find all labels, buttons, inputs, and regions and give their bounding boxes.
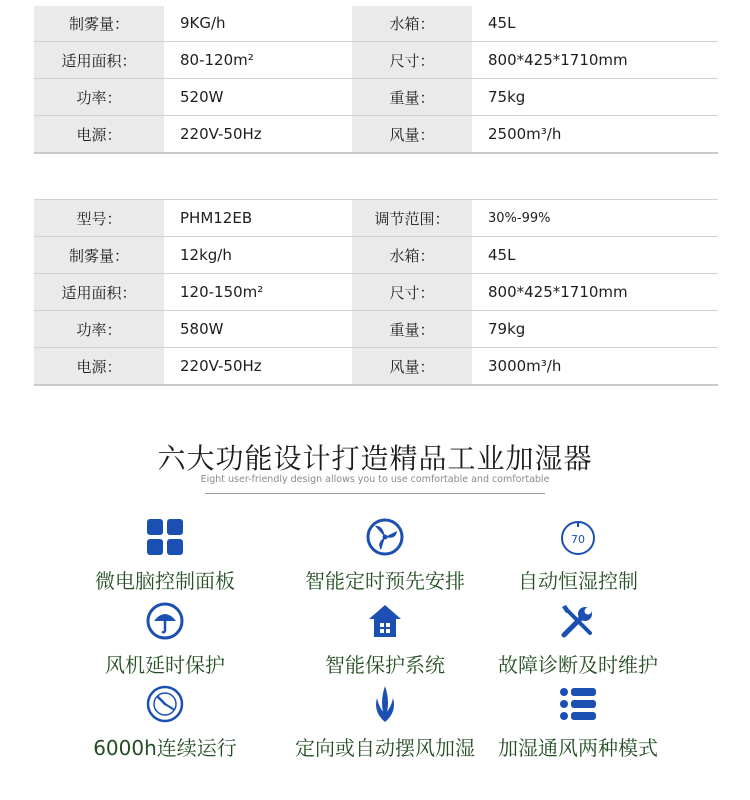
- feature-item: [55, 517, 275, 594]
- spec-label: 功率：: [34, 311, 164, 348]
- spec-label: 调节范围：: [352, 200, 472, 237]
- spec-label: 适用面积：: [34, 42, 164, 79]
- spec-label: 适用面积：: [34, 274, 164, 311]
- feature-label: 微电脑控制面板: [95, 569, 235, 593]
- top-crop-edge: [34, 0, 718, 6]
- table-row: [34, 311, 718, 348]
- tools-icon: [558, 601, 598, 641]
- spec-label: 风量：: [352, 348, 472, 386]
- spec-label: 重量：: [352, 79, 472, 116]
- spec-value: 800*425*1710mm: [472, 274, 718, 311]
- feature-item: [468, 601, 688, 678]
- spec-value: 3000m³/h: [472, 348, 718, 386]
- table-row: [34, 116, 718, 154]
- feature-item: [275, 684, 495, 761]
- spec-table-2: [34, 199, 718, 386]
- feature-label: 6000h连续运行: [93, 736, 237, 760]
- section-title: 六大功能设计打造精品工业加湿器: [157, 442, 593, 475]
- table-row: [34, 5, 718, 42]
- leaf-icon: [365, 684, 405, 724]
- spec-value: 520W: [164, 79, 348, 116]
- spec-value: 800*425*1710mm: [472, 42, 718, 79]
- spec-label: 风量：: [352, 116, 472, 154]
- feature-item: [55, 601, 275, 678]
- spec-label: 制雾量：: [34, 237, 164, 274]
- feature-item: [468, 517, 688, 594]
- grid-panel-icon: [145, 517, 185, 557]
- dial-value: 70: [571, 533, 585, 546]
- feature-label: 故障诊断及时维护: [498, 653, 658, 677]
- spec-value: 220V-50Hz: [164, 348, 348, 386]
- feature-item: [275, 601, 495, 678]
- spec-label: 水箱：: [352, 237, 472, 274]
- fan-timer-icon: [365, 517, 405, 557]
- table-row: [34, 348, 718, 386]
- humidity-dial-icon: [558, 517, 598, 557]
- spec-value: 9KG/h: [164, 5, 348, 42]
- spec-value: 79kg: [472, 311, 718, 348]
- feature-label: 定向或自动摆风加湿: [295, 736, 475, 760]
- spec-label: 重量：: [352, 311, 472, 348]
- spec-value: 220V-50Hz: [164, 116, 348, 154]
- spec-value: 45L: [472, 5, 718, 42]
- spec-value: 2500m³/h: [472, 116, 718, 154]
- table-row: [34, 42, 718, 79]
- feature-item: [468, 684, 688, 761]
- spec-table-1: [34, 4, 718, 154]
- feature-label: 智能定时预先安排: [305, 569, 465, 593]
- spec-label: 功率：: [34, 79, 164, 116]
- spec-value: 75kg: [472, 79, 718, 116]
- table-row: [34, 274, 718, 311]
- feature-label: 加湿通风两种模式: [498, 736, 658, 760]
- table-row: [34, 237, 718, 274]
- list-icon: [558, 684, 598, 724]
- feature-label: 自动恒湿控制: [518, 569, 638, 593]
- feature-item: [275, 517, 495, 594]
- spec-label: 制雾量：: [34, 5, 164, 42]
- spec-value: 580W: [164, 311, 348, 348]
- spec-value: 45L: [472, 237, 718, 274]
- spec-value: PHM12EB: [164, 200, 348, 237]
- spec-label: 水箱：: [352, 5, 472, 42]
- spec-label: 尺寸：: [352, 42, 472, 79]
- section-divider: [205, 493, 545, 494]
- table-row: [34, 200, 718, 237]
- table-row: [34, 79, 718, 116]
- house-icon: [365, 601, 405, 641]
- clock-icon: [145, 684, 185, 724]
- spec-label: 尺寸：: [352, 274, 472, 311]
- umbrella-icon: [145, 601, 185, 641]
- spec-label: 型号：: [34, 200, 164, 237]
- section-subtitle: Eight user-friendly design allows you to use comfortable and comfortable: [200, 474, 550, 485]
- spec-label: 电源：: [34, 348, 164, 386]
- feature-label: 智能保护系统: [325, 653, 445, 677]
- spec-value: 120-150m²: [164, 274, 348, 311]
- spec-value: 30%-99%: [472, 200, 718, 237]
- feature-label: 风机延时保护: [105, 653, 225, 677]
- spec-value: 80-120m²: [164, 42, 348, 79]
- spec-label: 电源：: [34, 116, 164, 154]
- spec-value: 12kg/h: [164, 237, 348, 274]
- feature-item: [55, 684, 275, 761]
